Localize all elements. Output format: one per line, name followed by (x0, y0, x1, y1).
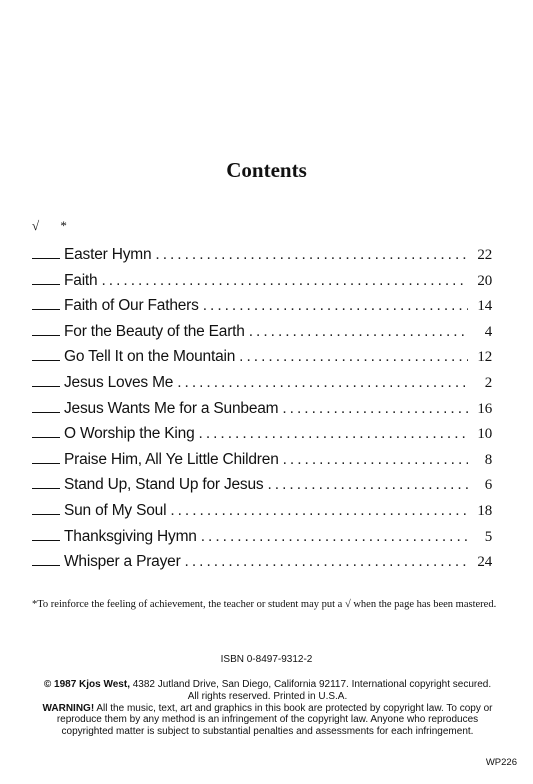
toc-page: 18 (477, 502, 492, 519)
toc-title: For the Beauty of the Earth (64, 322, 245, 340)
column-markers (32, 218, 85, 234)
warning-text: All the music, text, art and graphics in this book are protected by copyright law. To copy or reproduce them by any method is an infringement of the copyright law. Anyone who reproduces copyrighted matter is subject to substantial penalties and assessments for each infringement. (56, 702, 493, 738)
toc-title: Go Tell It on the Mountain (64, 348, 236, 366)
copyright-notice (40, 679, 495, 738)
toc-title: Stand Up, Stand Up for Jesus (64, 476, 264, 494)
toc-title: Easter Hymn (64, 246, 152, 263)
dot-leader (185, 553, 468, 571)
toc-page: 10 (477, 426, 492, 443)
dot-leader (101, 272, 468, 290)
copyright-text: 4382 Jutland Drive, San Diego, California 92117. International copyright secured. All rights reserved. Printed in U.S.A. (129, 679, 492, 702)
toc-page: 14 (477, 298, 492, 315)
asterisk-mark: * (60, 218, 67, 233)
check-blank (32, 423, 60, 438)
toc-entry (32, 500, 492, 526)
toc-entry (32, 244, 492, 270)
toc-page: 4 (484, 323, 492, 340)
toc-title: Faith of Our Fathers (64, 297, 199, 315)
toc-entry (32, 423, 492, 449)
check-blank (32, 551, 60, 566)
toc-title: O Worship the King (64, 425, 195, 443)
dot-leader (283, 451, 468, 469)
dot-leader (177, 374, 468, 392)
dot-leader (267, 476, 468, 494)
check-blank (32, 500, 60, 515)
check-mark: √ (32, 218, 40, 233)
toc-page: 6 (484, 477, 492, 494)
toc-title: Praise Him, All Ye Little Children (64, 450, 279, 468)
table-of-contents (32, 244, 492, 577)
page-title: Contents (226, 158, 307, 182)
toc-page: 20 (477, 272, 492, 289)
toc-page: 12 (477, 349, 492, 366)
check-blank (32, 270, 60, 285)
copyright-lead: © 1987 Kjos West, (43, 679, 130, 690)
toc-page: 8 (484, 451, 492, 468)
dot-leader (239, 348, 468, 366)
check-blank (32, 346, 60, 361)
check-blank (32, 244, 60, 259)
toc-title: Jesus Loves Me (64, 373, 174, 391)
footnote: *To reinforce the feeling of achievement, the teacher or student may put a √ when the page has been mastered. (32, 599, 497, 610)
toc-page: 24 (477, 554, 492, 571)
toc-title: Jesus Wants Me for a Sunbeam (64, 399, 279, 417)
toc-entry (32, 346, 492, 372)
check-blank (32, 398, 60, 413)
check-blank (32, 474, 60, 489)
toc-entry (32, 526, 492, 552)
toc-title: Whisper a Prayer (64, 553, 181, 571)
dot-leader (282, 400, 468, 418)
check-blank (32, 526, 60, 541)
check-blank (32, 321, 60, 336)
dot-leader (170, 502, 468, 520)
toc-entry (32, 372, 492, 398)
toc-title: Faith (64, 271, 98, 289)
toc-page: 2 (484, 374, 492, 391)
dot-leader (155, 246, 468, 264)
toc-entry (32, 474, 492, 500)
check-blank (32, 372, 60, 387)
toc-page: 22 (477, 247, 492, 263)
toc-entry (32, 270, 492, 296)
toc-title: Thanksgiving Hymn (64, 527, 197, 545)
dot-leader (249, 323, 468, 341)
toc-page: 5 (484, 528, 492, 545)
dot-leader (199, 425, 468, 443)
check-blank (32, 295, 60, 310)
toc-entry (32, 321, 492, 347)
catalog-code: WP226 (485, 757, 517, 768)
isbn: ISBN 0-8497-9312-2 (220, 654, 313, 665)
toc-entry (32, 398, 492, 424)
dot-leader (201, 528, 468, 546)
toc-entry (32, 551, 492, 577)
dot-leader (203, 297, 468, 315)
warning-label: WARNING! (42, 702, 95, 714)
toc-page: 16 (477, 400, 492, 417)
toc-title: Sun of My Soul (64, 501, 167, 519)
check-blank (32, 449, 60, 464)
toc-entry (32, 295, 492, 321)
toc-entry (32, 449, 492, 475)
